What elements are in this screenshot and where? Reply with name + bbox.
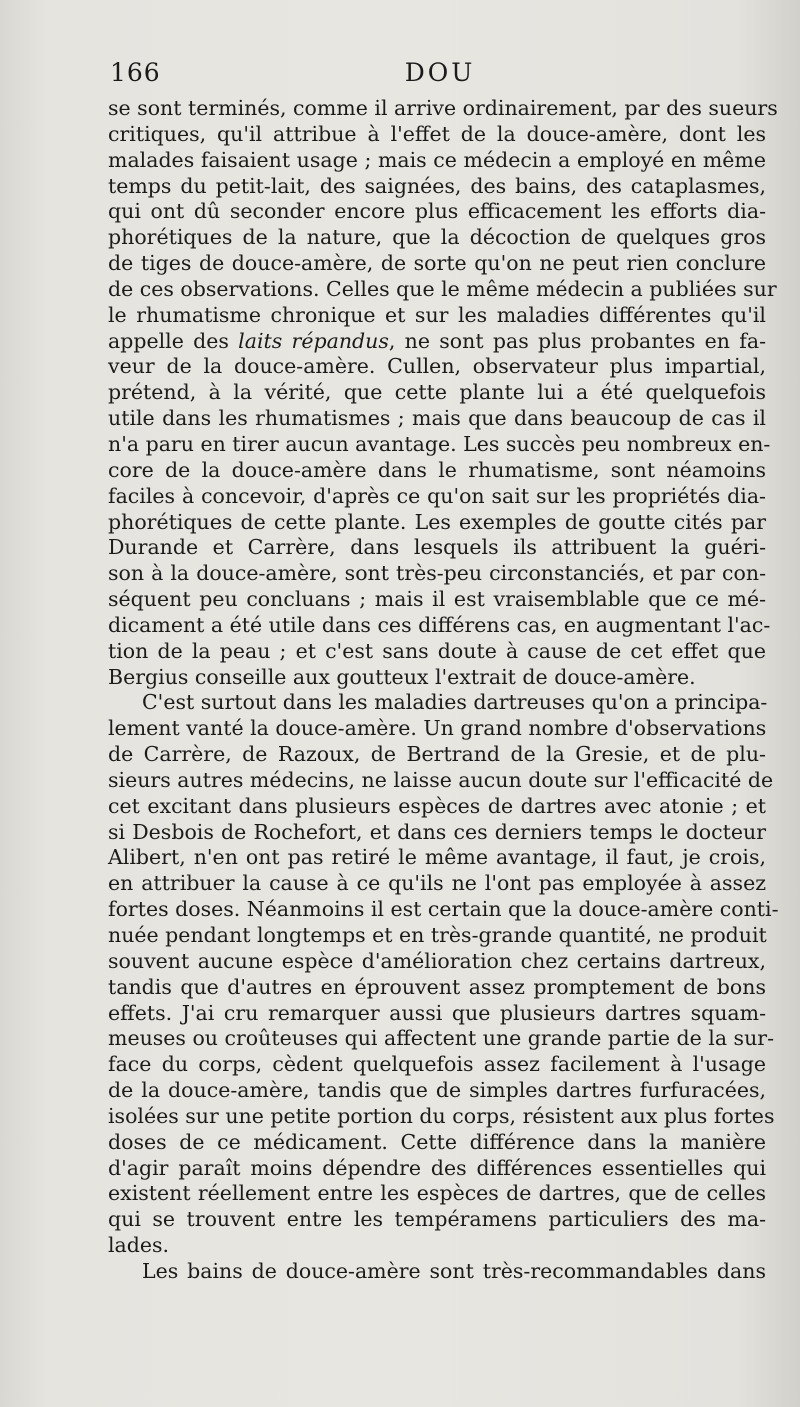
text-line: doses de ce médicament. Cette différence dans la manière <box>108 1129 766 1154</box>
page-number: 166 <box>110 58 161 87</box>
text-line: sieurs autres médecins, ne laisse aucun doute sur l'efficacité de <box>108 767 774 792</box>
text-line: existent réellement entre les espèces de dartres, que de celles <box>108 1181 766 1206</box>
text-line: en attribuer la cause à ce qu'ils ne l'ont pas employée à assez <box>108 871 766 896</box>
text-line: de ces observations. Celles que le même médecin a publiées sur <box>108 276 777 301</box>
paragraph <box>108 96 778 690</box>
text-line: fortes doses. Néanmoins il est certain que la douce-amère conti- <box>108 897 779 922</box>
text-line: core de la douce-amère dans le rhumatisme, sont néamoins <box>108 457 766 482</box>
text-line: temps du petit-lait, des saignées, des bains, des cataplasmes, <box>108 173 766 198</box>
text-line: si Desbois de Rochefort, et dans ces derniers temps le docteur <box>108 819 766 844</box>
text-line: face du corps, cèdent quelquefois assez facilement à l'usage <box>108 1052 766 1077</box>
text-line: C'est surtout dans les maladies dartreuses qu'on a principa- <box>142 690 768 715</box>
text-line: son à la douce-amère, sont très-peu circonstanciés, et par con- <box>108 561 766 586</box>
text-line: souvent aucune espèce d'amélioration chez certains dartreux, <box>108 948 766 973</box>
text-line: nuée pendant longtemps et en très-grande quantité, ne produit <box>108 923 767 947</box>
text-line: cet excitant dans plusieurs espèces de dartres avec atonie ; et <box>108 793 766 818</box>
text-line: phorétiques de la nature, que la décoction de quelques gros <box>108 225 766 250</box>
text-line: d'agir paraît moins dépendre des différences essentielles qui <box>108 1155 766 1180</box>
text-line: qui se trouvent entre les tempéramens particuliers des ma- <box>108 1207 766 1232</box>
text-line: critiques, qu'il attribue à l'effet de la douce-amère, dont les <box>108 121 766 146</box>
text-line: le rhumatisme chronique et sur les maladies différentes qu'il <box>108 302 766 327</box>
text-line: Durande et Carrère, dans lesquels ils attribuent la guéri- <box>108 535 766 560</box>
text-line: n'a paru en tirer aucun avantage. Les succès peu nombreux en- <box>108 431 771 456</box>
text-line: meuses ou croûteuses qui affectent une grande partie de la sur- <box>108 1026 775 1051</box>
text-line: prétend, à la vérité, que cette plante lui a été quelquefois <box>108 380 766 405</box>
page-header <box>110 58 770 98</box>
text-line: appelle des laits répandus, ne sont pas plus probantes en fa- <box>108 328 766 353</box>
text-line: malades faisaient usage ; mais ce médecin a employé en même <box>108 147 766 172</box>
text-line: lades. <box>108 1233 170 1258</box>
text-line: faciles à concevoir, d'après ce qu'on sait sur les propriétés dia- <box>108 483 766 508</box>
paragraph <box>108 690 779 1259</box>
running-title: DOU <box>404 58 476 87</box>
text-line: se sont terminés, comme il arrive ordinairement, par des sueurs <box>108 96 778 120</box>
text-line: séquent peu concluans ; mais il est vraisemblable que ce mé- <box>108 587 766 612</box>
text-line: phorétiques de cette plante. Les exemples de goutte cités par <box>108 509 766 534</box>
text-line: utile dans les rhumatismes ; mais que dans beaucoup de cas il <box>108 406 766 431</box>
text-line: veur de la douce-amère. Cullen, observateur plus impartial, <box>108 354 766 379</box>
text-line: tandis que d'autres en éprouvent assez promptement de bons <box>108 974 766 999</box>
text-line: dicament a été utile dans ces différens cas, en augmentant l'ac- <box>108 612 771 637</box>
paragraph <box>108 1259 766 1285</box>
text-line: de la douce-amère, tandis que de simples dartres furfuracées, <box>108 1078 766 1103</box>
text-line: isolées sur une petite portion du corps, résistent aux plus fortes <box>108 1103 775 1128</box>
text-line: lement vanté la douce-amère. Un grand nombre d'observations <box>108 716 767 741</box>
text-line: Alibert, n'en ont pas retiré le même avantage, il faut, je crois, <box>108 845 766 870</box>
text-line: Les bains de douce-amère sont très-recommandables dans <box>142 1258 766 1283</box>
text-line: qui ont dû seconder encore plus efficacement les efforts dia- <box>108 199 766 224</box>
text-line: de tiges de douce-amère, de sorte qu'on ne peut rien conclure <box>108 251 766 276</box>
text-line: Bergius conseille aux goutteux l'extrait de douce-amère. <box>108 664 696 689</box>
page-body <box>108 96 779 1285</box>
text-line: de Carrère, de Razoux, de Bertrand de la Gresie, et de plu- <box>108 742 766 767</box>
text-line: effets. J'ai cru remarquer aussi que plusieurs dartres squam- <box>108 1000 766 1025</box>
text-line: tion de la peau ; et c'est sans doute à cause de cet effet que <box>108 638 766 663</box>
